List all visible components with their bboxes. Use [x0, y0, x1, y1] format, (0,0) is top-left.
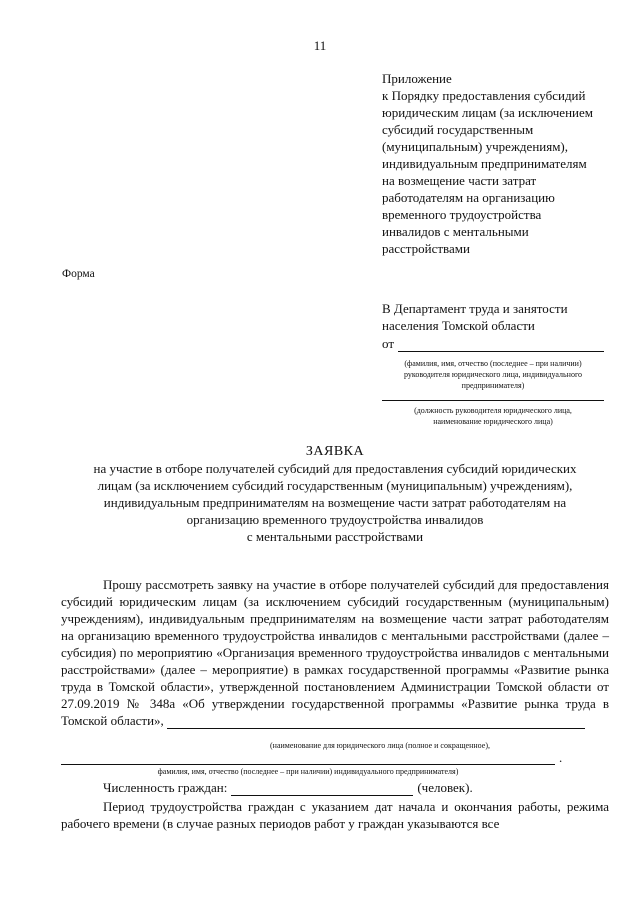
appendix-line: расстройствами [382, 241, 470, 256]
caption-line: предпринимателя) [461, 381, 525, 390]
subtitle-line: лицам (за исключением субсидий государственным (муниципальным) учреждениям), [97, 478, 573, 493]
caption-line: (должность руководителя юридического лица, [414, 406, 572, 415]
entrepreneur-caption: фамилия, имя, отчество (последнее – при наличии) индивидуального предпринимателя) [157, 767, 459, 776]
line-end: . [559, 750, 563, 765]
document-title: ЗАЯВКА [305, 444, 365, 459]
appendix-line: на возмещение части затрат [382, 173, 537, 188]
appendix-line: работодателям на организацию [382, 190, 555, 205]
org-name-caption: (наименование для юридического лица (полное и сокращенное), [270, 741, 490, 750]
subtitle-line: организацию временного трудоустройства инвалидов [186, 512, 484, 527]
appendix-line: юридическим лицам (за исключением [382, 105, 593, 120]
appendix-line: Приложение [382, 71, 452, 86]
caption-line: (фамилия, имя, отчество (последнее – при наличии) [404, 359, 582, 368]
request-text: Прошу рассмотреть заявку на участие в отборе получателей субсидий для предоставления субсидий юридическим лицам (за исключением субсидий государственным (муниципальным) учреждениям), индивидуальным предпринимателям на возмещение части затрат работодателям на организацию временного трудоустройства инвалидов с ментальными расстройствами (далее – субсидия) по мероприятию «Организация временного трудоустройства инвалидов с ментальными расстройствами» (далее – мероприятие) в рамках государственной программы «Развитие рынка труда в Томской области», утвержденной постановлением Администрации Томской области от 27.09.2019 № 348а «Об утверждении государственной программы «Развитие рынка труда в Томской области», [61, 577, 609, 728]
org-name-blank[interactable] [167, 716, 585, 729]
document-subtitle [70, 460, 600, 545]
position-caption [382, 405, 604, 427]
position-blank[interactable] [382, 400, 604, 401]
entrepreneur-row [61, 752, 609, 765]
caption-line: руководителя юридического лица, индивидуального [403, 370, 583, 379]
citizens-count-row [103, 779, 473, 796]
period-text: Период трудоустройства граждан с указанием дат начала и окончания работы, режима рабочего времени (в случае разных периодов работ у граждан указываются все [61, 799, 609, 831]
from-field [382, 336, 612, 352]
addressee-line: В Департамент труда и занятости [382, 301, 568, 316]
citizens-unit: (человек). [417, 780, 473, 795]
applicant-caption [360, 358, 626, 391]
citizens-count-blank[interactable] [231, 783, 413, 796]
appendix-header [382, 70, 632, 257]
subtitle-line: индивидуальным предпринимателям на возмещение части затрат работодателям на [103, 495, 567, 510]
subtitle-line: с ментальными расстройствами [246, 529, 424, 544]
request-paragraph [61, 576, 609, 729]
appendix-line: субсидий государственным [382, 122, 534, 137]
appendix-line: инвалидов с ментальными [382, 224, 529, 239]
appendix-line: временного трудоустройства [382, 207, 542, 222]
subtitle-line: на участие в отборе получателей субсидий для предоставления субсидий юридических [93, 461, 577, 476]
from-label: от [382, 336, 395, 351]
appendix-line: к Порядку предоставления субсидий [382, 88, 586, 103]
appendix-line: (муниципальным) учреждениям), [382, 139, 569, 154]
form-label: Форма [62, 268, 95, 280]
period-paragraph [61, 798, 609, 832]
addressee-block [382, 300, 632, 334]
applicant-name-blank[interactable] [398, 338, 604, 352]
page-number: 11 [313, 38, 327, 53]
appendix-line: индивидуальным предпринимателям [382, 156, 587, 171]
citizens-label: Численность граждан: [103, 780, 228, 795]
caption-line: наименование юридического лица) [433, 417, 553, 426]
entrepreneur-name-blank[interactable] [61, 752, 555, 765]
addressee-line: населения Томской области [382, 318, 535, 333]
